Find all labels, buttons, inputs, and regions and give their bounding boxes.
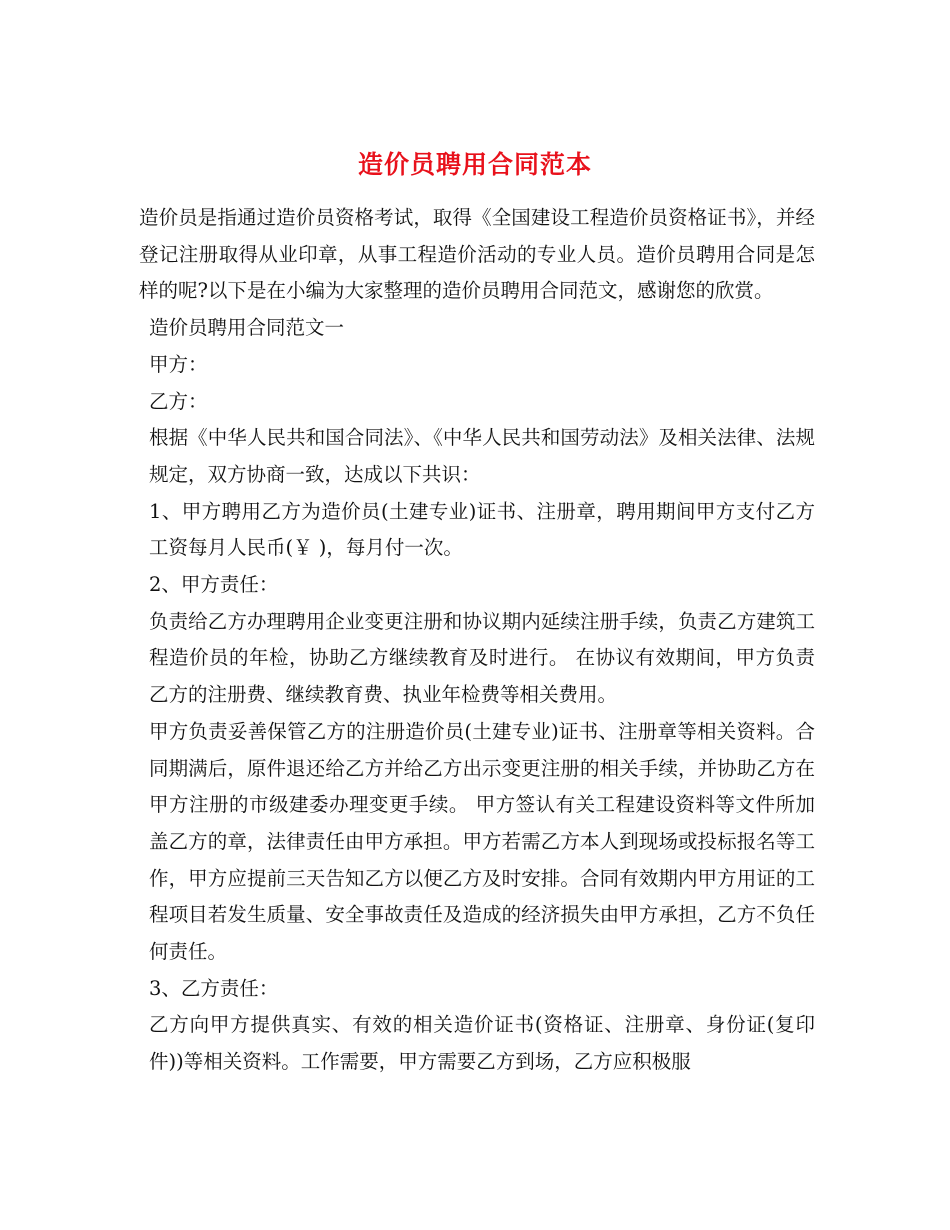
section-heading: 造价员聘用合同范文一 xyxy=(149,316,345,340)
clause-2-heading: 2、甲方责任： xyxy=(149,573,279,597)
legal-basis-paragraph: 根据《中华人民共和国合同法》、《中华人民共和国劳动法》及相关法律、法规规定，双方协商一致，达成以下共识： xyxy=(149,426,815,486)
clause-3-paragraph: 乙方向甲方提供真实、有效的相关造价证书(资格证、注册章、身份证(复印件))等相关资料。工作需要，甲方需要乙方到场，乙方应积极服 xyxy=(149,1013,815,1074)
party-a-line: 甲方： xyxy=(149,352,208,376)
document-body xyxy=(139,200,815,1081)
intro-paragraph: 造价员是指通过造价员资格考试，取得《全国建设工程造价员资格证书》，并经登记注册取得从业印章，从事工程造价活动的专业人员。造价员聘用合同是怎样的呢?以下是在小编为大家整理的造价员聘用合同范文，感谢您的欣赏。 xyxy=(139,206,815,303)
clause-1-paragraph: 1、甲方聘用乙方为造价员(土建专业)证书、注册章，聘用期间甲方支付乙方工资每月人民币(￥ )，每月付一次。 xyxy=(149,499,815,560)
party-b-line: 乙方： xyxy=(149,389,208,413)
clause-2-paragraph-b: 甲方负责妥善保管乙方的注册造价员(土建专业)证书、注册章等相关资料。合同期满后，原件退还给乙方并给乙方出示变更注册的相关手续，并协助乙方在甲方注册的市级建委办理变更手续。 甲方签认有关工程建设资料等文件所加盖乙方的章，法律责任由甲方承担。甲方若需乙方本人到现场或投标报名等工作，甲方应提前三天告知乙方以便乙方及时安排。合同有效期内甲方用证的工程项目若发生质量、安全事故责任及造成的经济损失由甲方承担，乙方不负任何责任。 xyxy=(149,719,815,964)
document-title: 造价员聘用合同范本 xyxy=(357,149,592,179)
clause-3-heading: 3、乙方责任： xyxy=(149,976,279,1000)
clause-2-paragraph-a: 负责给乙方办理聘用企业变更注册和协议期内延续注册手续，负责乙方建筑工程造价员的年检，协助乙方继续教育及时进行。 在协议有效期间，甲方负责乙方的注册费、继续教育费、执业年检费等相关费用。 xyxy=(149,609,815,707)
